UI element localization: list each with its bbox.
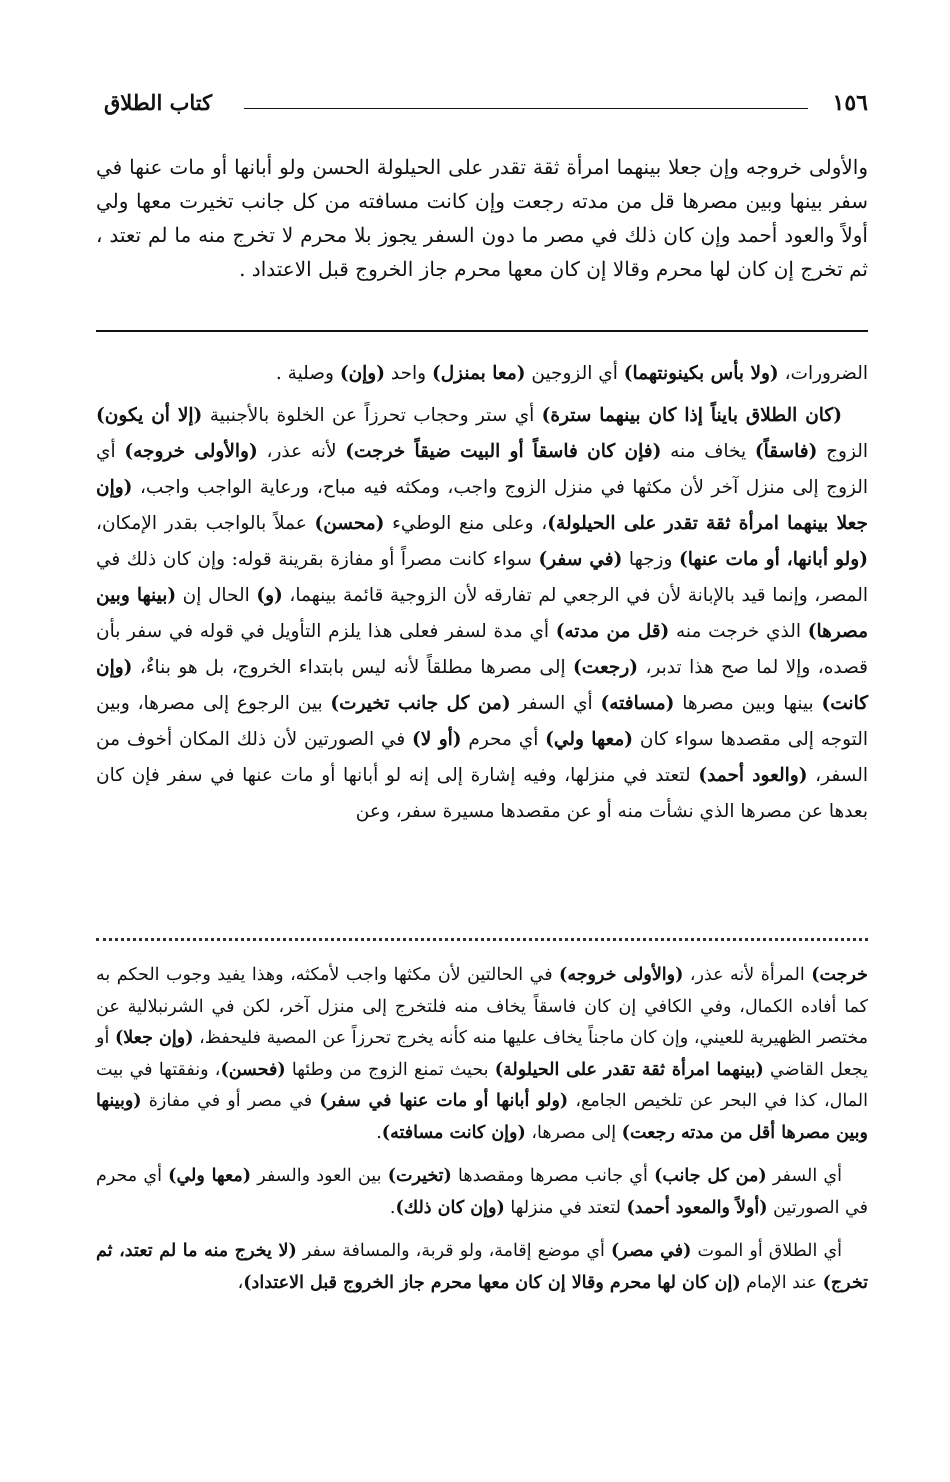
- bold-quote-run: (في سفر): [538, 549, 623, 570]
- bold-quote-run: (وإن جعلا بينهما امرأة ثقة تقدر على الحيلولة): [96, 477, 868, 534]
- text-run: الذي خرجت منه: [669, 621, 808, 642]
- commentary-block: [96, 356, 868, 830]
- main-text-block: [96, 150, 868, 286]
- text-run: أي الزوج إلى منزل آخر لأن مكثها في منزل الزوج واجب، ومكثه فيه مباح، ورعاية الواجب واجب،: [96, 441, 868, 498]
- text-run: إلى مصرها،: [525, 1122, 622, 1143]
- text-run: أي محرم: [461, 729, 546, 750]
- bold-quote-run: (ولو أبانها أو مات عنها في سفر): [319, 1091, 569, 1111]
- commentary-paragraph-2: [96, 398, 868, 830]
- bold-quote-run: (ولو أبانها، أو مات عنها): [678, 549, 868, 570]
- text-run: أي مدة لسفر فعلى هذا يلزم التأويل في قوله في سفر بأن قصده، وإلا لما صح هذا تدبر،: [96, 621, 868, 678]
- text-run: أي موضع إقامة، ولو قربة، والمسافة سفر: [296, 1241, 612, 1261]
- bold-quote-run: (وإن كانت): [96, 657, 869, 714]
- bold-quote-run: (من كل جانب تخيرت): [330, 693, 511, 714]
- bold-quote-run: (وإن): [339, 363, 385, 384]
- text-run: أي ستر وحجاب تحرزاً عن الخلوة بالأجنبية: [202, 405, 542, 426]
- text-run: أو يجعل القاضي: [96, 1028, 868, 1080]
- header-rule: [244, 108, 808, 109]
- text-run: لتعتد في منزلها، وفيه إشارة إلى إنه لو أبانها أو مات عنها في سفر فإن كان بعدها عن مصرها الذي نشأت منه أو عن مقصدها مسيرة سفر، وعن: [96, 765, 868, 822]
- text-run: .: [376, 1122, 382, 1143]
- gloss-paragraph-3: [96, 1236, 868, 1299]
- text-run: ، ونفقتها في بيت المال، كذا في البحر عن تلخيص الجامع،: [96, 1059, 868, 1111]
- bold-quote-run: خرجت): [811, 965, 868, 985]
- commentary-paragraph-1: [96, 356, 868, 392]
- text-run: الضرورات،: [778, 363, 868, 384]
- bold-quote-run: (والعود أحمد): [698, 765, 808, 786]
- text-run: .: [389, 1197, 396, 1218]
- gloss-paragraph-2: [96, 1161, 868, 1224]
- text-run: إلى مصرها مطلقاً لأنه ليس بابتداء الخروج، بل هو بناءٌ،: [132, 657, 574, 678]
- bold-quote-run: (تخيرت): [387, 1166, 452, 1186]
- text-run: لتعتد في منزلها: [504, 1197, 627, 1218]
- bold-quote-run: (إن كان لها محرم وقالا إن كان معها محرم جاز الخروج قبل الاعتداد): [243, 1272, 741, 1293]
- bold-quote-run: (فإن كان فاسقاً أو البيت ضيقاً خرجت): [345, 441, 662, 462]
- text-run: يخاف منه: [661, 441, 755, 462]
- text-run: بينها وبين مصرها: [674, 693, 822, 714]
- gloss-block: [96, 960, 868, 1299]
- text-run: عند الإمام: [740, 1272, 823, 1293]
- bold-quote-run: (أولاً والمعود أحمد): [626, 1197, 768, 1218]
- text-run: أي جانب مصرها ومقصدها: [451, 1166, 655, 1186]
- text-run: وزجها: [622, 549, 679, 570]
- bold-quote-run: (وإن كانت مسافته): [381, 1122, 526, 1143]
- bold-quote-run: (معا بمنزل): [431, 363, 526, 384]
- text-run: بين الرجوع إلى مصرها، وبين التوجه إلى مقصدها سواء كان: [96, 693, 869, 750]
- bold-quote-run: (وبينها وبين مصرها أقل من مدته رجعت): [96, 1091, 868, 1143]
- text-run: أي محرم في الصورتين: [96, 1166, 868, 1218]
- text-run: سواء كانت مصراً أو مفازة بقرينة قوله: وإن كان ذلك في المصر، وإنما قيد بالإبانة لأن في الرجعي لم تفارقه لأن الزوجية قائمة بينهما،: [96, 549, 869, 606]
- bold-quote-run: (مسافته): [600, 693, 675, 714]
- text-run: لأنه عذر،: [257, 441, 346, 462]
- text-run: ،: [237, 1272, 244, 1293]
- text-run: أي السفر: [510, 693, 601, 714]
- bold-quote-run: (إلا أن يكون): [96, 405, 203, 426]
- bold-quote-run: (والأولى خروجه): [559, 965, 684, 985]
- text-run: وصلية .: [275, 363, 340, 384]
- bold-quote-run: (من كل جانب): [654, 1166, 767, 1186]
- bold-quote-run: (وإن جعلا): [114, 1028, 194, 1048]
- bold-quote-run: (وإن كان ذلك): [395, 1197, 505, 1218]
- text-run: أي الطلاق أو الموت: [691, 1241, 842, 1261]
- text-run: في مصر أو في مفازة: [141, 1091, 320, 1111]
- page-number: ١٥٦: [832, 90, 868, 116]
- bold-quote-run: (قل من مدته): [555, 621, 670, 642]
- bold-quote-run: (فاسقاً): [754, 441, 818, 462]
- text-run: الزوج: [817, 441, 868, 462]
- text-run: ، وعلى منع الوطيء: [384, 513, 548, 534]
- bold-quote-run: (لا يخرج منه ما لم تعتد، ثم تخرج): [96, 1241, 868, 1293]
- bold-quote-run: (في مصر): [611, 1241, 692, 1261]
- main-text-paragraph: والأولى خروجه وإن جعلا بينهما امرأة ثقة تقدر على الحيلولة الحسن ولو أبانها أو مات عنها في سفر بينها وبين مصرها قل من مدته رجعت وإن كانت مسافته من كل جانب تخيرت معها ولي أولاً والعود أحمد وإن كان ذلك في مصر ما دون السفر يجوز بلا محرم لا تخرج منه ما لم تعتد ، ثم تخرج إن كان لها محرم وقالا إن كان معها محرم جاز الخروج قبل الاعتداد .: [96, 155, 868, 281]
- text-run: في الحالتين لأن مكثها واجب لأمكثه، وهذا يفيد وجوب الحكم به كما أفاده الكمال، وفي الكافي إن كان فاسقاً يخاف منه فلتخرج إلى منزل آخر، لكن في الشرنبلالية عن مختصر الظهيرية للعيني، وإن كان ماجناً يخاف عليها منه كأنه يخرج تحرزاً عن المصية فليحفظ،: [96, 965, 868, 1048]
- bold-quote-run: (محسن): [314, 513, 385, 534]
- text-run: واحد: [385, 363, 432, 384]
- bold-quote-run: (والأولى خروجه): [124, 441, 258, 462]
- text-run: أي السفر: [766, 1166, 842, 1186]
- bold-quote-run: (كان الطلاق بايناً إذا كان بينهما سترة): [541, 405, 842, 426]
- text-run: الحال إن: [176, 585, 257, 606]
- bold-quote-run: (فحسن): [220, 1059, 286, 1080]
- text-run: في الصورتين لأن ذلك المكان أخوف من السفر،: [96, 729, 868, 786]
- text-run: عملاً بالواجب بقدر الإمكان،: [96, 513, 315, 534]
- bold-quote-run: (أو لا): [412, 729, 462, 750]
- text-run: أي الزوجين: [525, 363, 624, 384]
- page-header: [104, 88, 868, 128]
- gloss-paragraph-1: [96, 960, 868, 1149]
- text-run: المرأة لأنه عذر،: [683, 965, 812, 985]
- main-text-divider: [96, 330, 868, 332]
- bold-quote-run: (معها ولي): [168, 1166, 252, 1186]
- bold-quote-run: (بينها وبين مصرها): [96, 585, 868, 642]
- bold-quote-run: (بينهما امرأة ثقة تقدر على الحيلولة): [494, 1059, 764, 1080]
- bold-quote-run: (ولا بأس بكينونتهما): [623, 363, 779, 384]
- bold-quote-run: (معها ولي): [545, 729, 634, 750]
- text-run: بحيث تمنع الزوج من وطئها: [285, 1059, 495, 1080]
- text-run: بين العود والسفر: [251, 1166, 388, 1186]
- bold-quote-run: (رجعت): [573, 657, 639, 678]
- running-title: كتاب الطلاق: [104, 90, 213, 115]
- dotted-divider: [96, 938, 868, 941]
- bold-quote-run: (و): [256, 585, 283, 606]
